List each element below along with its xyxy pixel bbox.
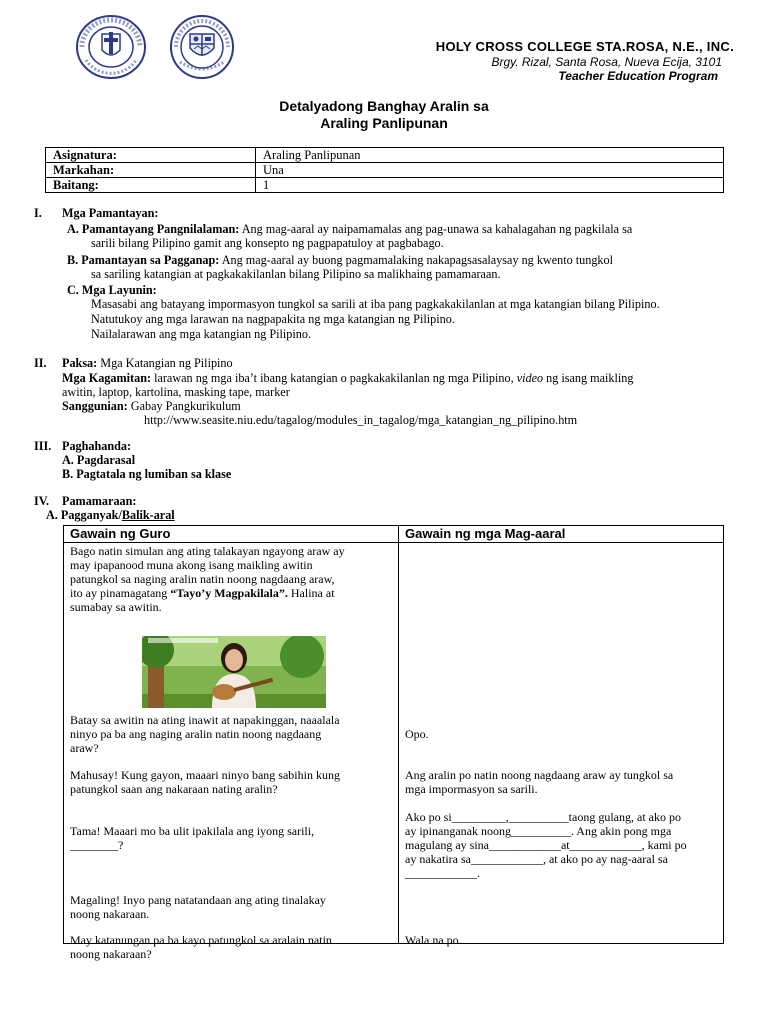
info-row — [46, 148, 724, 163]
teacher-praise — [70, 893, 392, 921]
materials-text: larawan ng mga iba’t ibang katangian o pagkakakilanlan ng mga Pilipino, — [154, 371, 514, 385]
holy-cross-college-logo — [74, 14, 148, 80]
objective-item: Nailalarawan ang mga katangian ng Pilipino. — [91, 327, 311, 341]
title-line-2: Araling Panlipunan — [320, 115, 448, 131]
student-column — [399, 543, 724, 947]
lesson-info-table — [45, 147, 724, 193]
content-standard-text-2: sarili bilang Pilipino gamit ang konsepto ng pagpapatuloy at pagbabago. — [91, 236, 444, 250]
text-line: patungkol sa naging aralin natin noong nagdaang araw, — [70, 572, 335, 586]
topic — [62, 356, 233, 371]
section-3-number: III. — [34, 439, 52, 453]
student-answer-4: Wala na po. — [405, 933, 462, 947]
program-name: Teacher Education Program — [558, 69, 718, 83]
student-answer-3 — [405, 810, 717, 880]
text-line: mga impormasyon sa sarili. — [405, 782, 538, 796]
content-standard-text: Ang mag-aaral ay naipamamalas ang pag-unawa sa kahalagahan ng pagkilala sa — [241, 222, 633, 236]
info-label: Markahan: — [46, 163, 256, 178]
section-4-heading: Pamamaraan: — [62, 494, 137, 508]
text-line: Magaling! Inyo pang natatandaan ang ating tinalakay — [70, 893, 326, 907]
motivation-review: Balik-aral — [121, 508, 175, 522]
info-value: 1 — [256, 178, 724, 193]
motivation-prefix: A. Pagganyak/ — [46, 508, 122, 522]
objectives-label: C. Mga Layunin: — [67, 283, 157, 297]
school-name: HOLY CROSS COLLEGE STA.ROSA, N.E., INC. — [435, 39, 734, 54]
text-line: sumabay sa awitin. — [70, 600, 162, 614]
text-line — [70, 586, 392, 600]
text-line: Bago natin simulan ang ating talakayan ngayong araw ay — [70, 544, 345, 558]
teacher-question-4 — [70, 933, 392, 961]
reference-url[interactable]: http://www.seasite.niu.edu/tagalog/modules_in_tagalog/mga_katangian_ng_pilipino.htm — [144, 413, 578, 427]
content-standard-label: A. Pamantayang Pangnilalaman: — [67, 222, 240, 236]
text-line: magulang ay sina____________at____________, kami po — [405, 838, 687, 852]
title-line-1: Detalyadong Banghay Aralin sa — [279, 98, 489, 114]
procedure-table — [63, 525, 724, 961]
section-2-number: II. — [34, 356, 47, 370]
info-label: Asignatura: — [46, 148, 256, 163]
topic-label: Paksa: — [62, 356, 98, 370]
teacher-intro — [70, 544, 392, 614]
motivation-heading — [46, 508, 175, 523]
prayer-item: A. Pagdarasal — [62, 453, 136, 467]
student-column-header: Gawain ng mga Mag-aaral — [399, 526, 724, 543]
materials-text-b: ng isang maikling — [546, 371, 634, 385]
text-line: ____________. — [405, 866, 480, 880]
section-3-heading: Paghahanda: — [62, 439, 132, 453]
info-value: Araling Panlipunan — [256, 148, 724, 163]
section-1-number: I. — [34, 206, 42, 220]
student-answer-1: Opo. — [405, 727, 429, 741]
text-line: ay nakatira sa____________, at ako po ay nag-aaral sa — [405, 852, 668, 866]
text-line: noong nakaraan. — [70, 907, 150, 921]
reference-label: Sanggunian: — [62, 399, 128, 413]
objective-item: Masasabi ang batayang impormasyon tungkol sa sarili at iba pang pagkakakilanlan at mga katangian bilang Pilipino. — [91, 297, 660, 311]
info-row — [46, 178, 724, 193]
materials — [62, 371, 633, 386]
text-line: Tama! Maaari mo ba ulit ipakilala ang iyong sarili, — [70, 824, 315, 838]
document-title — [234, 98, 534, 132]
materials-label: Mga Kagamitan: — [62, 371, 152, 385]
teacher-question-3 — [70, 824, 392, 852]
content-standard — [67, 222, 632, 237]
college-seal-logo — [164, 14, 238, 80]
text-line: ________? — [70, 838, 124, 852]
performance-standard-text: Ang mag-aaral ay buong pagmamalaking nakapagsasalaysay ng kwento tungkol — [221, 253, 613, 267]
performance-standard-label: B. Pamantayan sa Pagganap: — [67, 253, 220, 267]
info-row — [46, 163, 724, 178]
text-line: Mahusay! Kung gayon, maaari ninyo bang sabihin kung — [70, 768, 340, 782]
text-line: may ipapanood muna akong isang maikling awitin — [70, 558, 313, 572]
text-line: Ang aralin po natin noong nagdaang araw ay tungkol sa — [405, 768, 674, 782]
text-line: ninyo pa ba ang naging aralin natin noong nagdaang — [70, 727, 322, 741]
school-address: Brgy. Rizal, Santa Rosa, Nueva Ecija, 3101 — [491, 55, 722, 69]
song-title: “Tayo’y Magpakilala”. — [170, 586, 288, 600]
reference-text: Gabay Pangkurikulum — [130, 399, 241, 413]
teacher-question-2 — [70, 768, 392, 796]
attendance-item: B. Pagtatala ng lumiban sa klase — [62, 467, 232, 481]
section-4-number: IV. — [34, 494, 50, 508]
section-1-heading: Mga Pamantayan: — [62, 206, 159, 220]
materials-text-2: awitin, laptop, kartolina, masking tape, marker — [62, 385, 290, 399]
reference — [62, 399, 241, 414]
text-line: May katanungan pa ba kayo patungkol sa aralain natin — [70, 933, 332, 947]
performance-standard-text-2: sa sariling katangian at pagkakakilanlan bilang Pilipino sa malikhaing pamamaraan. — [91, 267, 501, 281]
text-line: araw? — [70, 741, 99, 755]
text-span: Halina at — [290, 586, 335, 600]
text-span: ito ay pinamagatang — [70, 586, 168, 600]
topic-text: Mga Katangian ng Pilipino — [100, 356, 233, 370]
objective-item: Natutukoy ang mga larawan na nagpapakita ng mga katangian ng Pilipino. — [91, 312, 455, 326]
text-line: Ako po si_________,__________taong gulang, at ako po — [405, 810, 681, 824]
text-line: ay ipinanganak noong__________. Ang akin pong mga — [405, 824, 672, 838]
materials-video: video — [516, 371, 544, 385]
info-label: Baitang: — [46, 178, 256, 193]
text-line: patungkol saan ang nakaraan nating aralin? — [70, 782, 278, 796]
student-answer-2 — [405, 768, 717, 796]
song-video-thumbnail[interactable] — [142, 636, 326, 708]
teacher-question-1 — [70, 713, 392, 755]
text-line: noong nakaraan? — [70, 947, 152, 961]
info-value: Una — [256, 163, 724, 178]
performance-standard — [67, 253, 613, 268]
teacher-column — [64, 543, 399, 961]
teacher-column-header: Gawain ng Guro — [64, 526, 399, 543]
text-line: Batay sa awitin na ating inawit at napakinggan, naaalala — [70, 713, 340, 727]
